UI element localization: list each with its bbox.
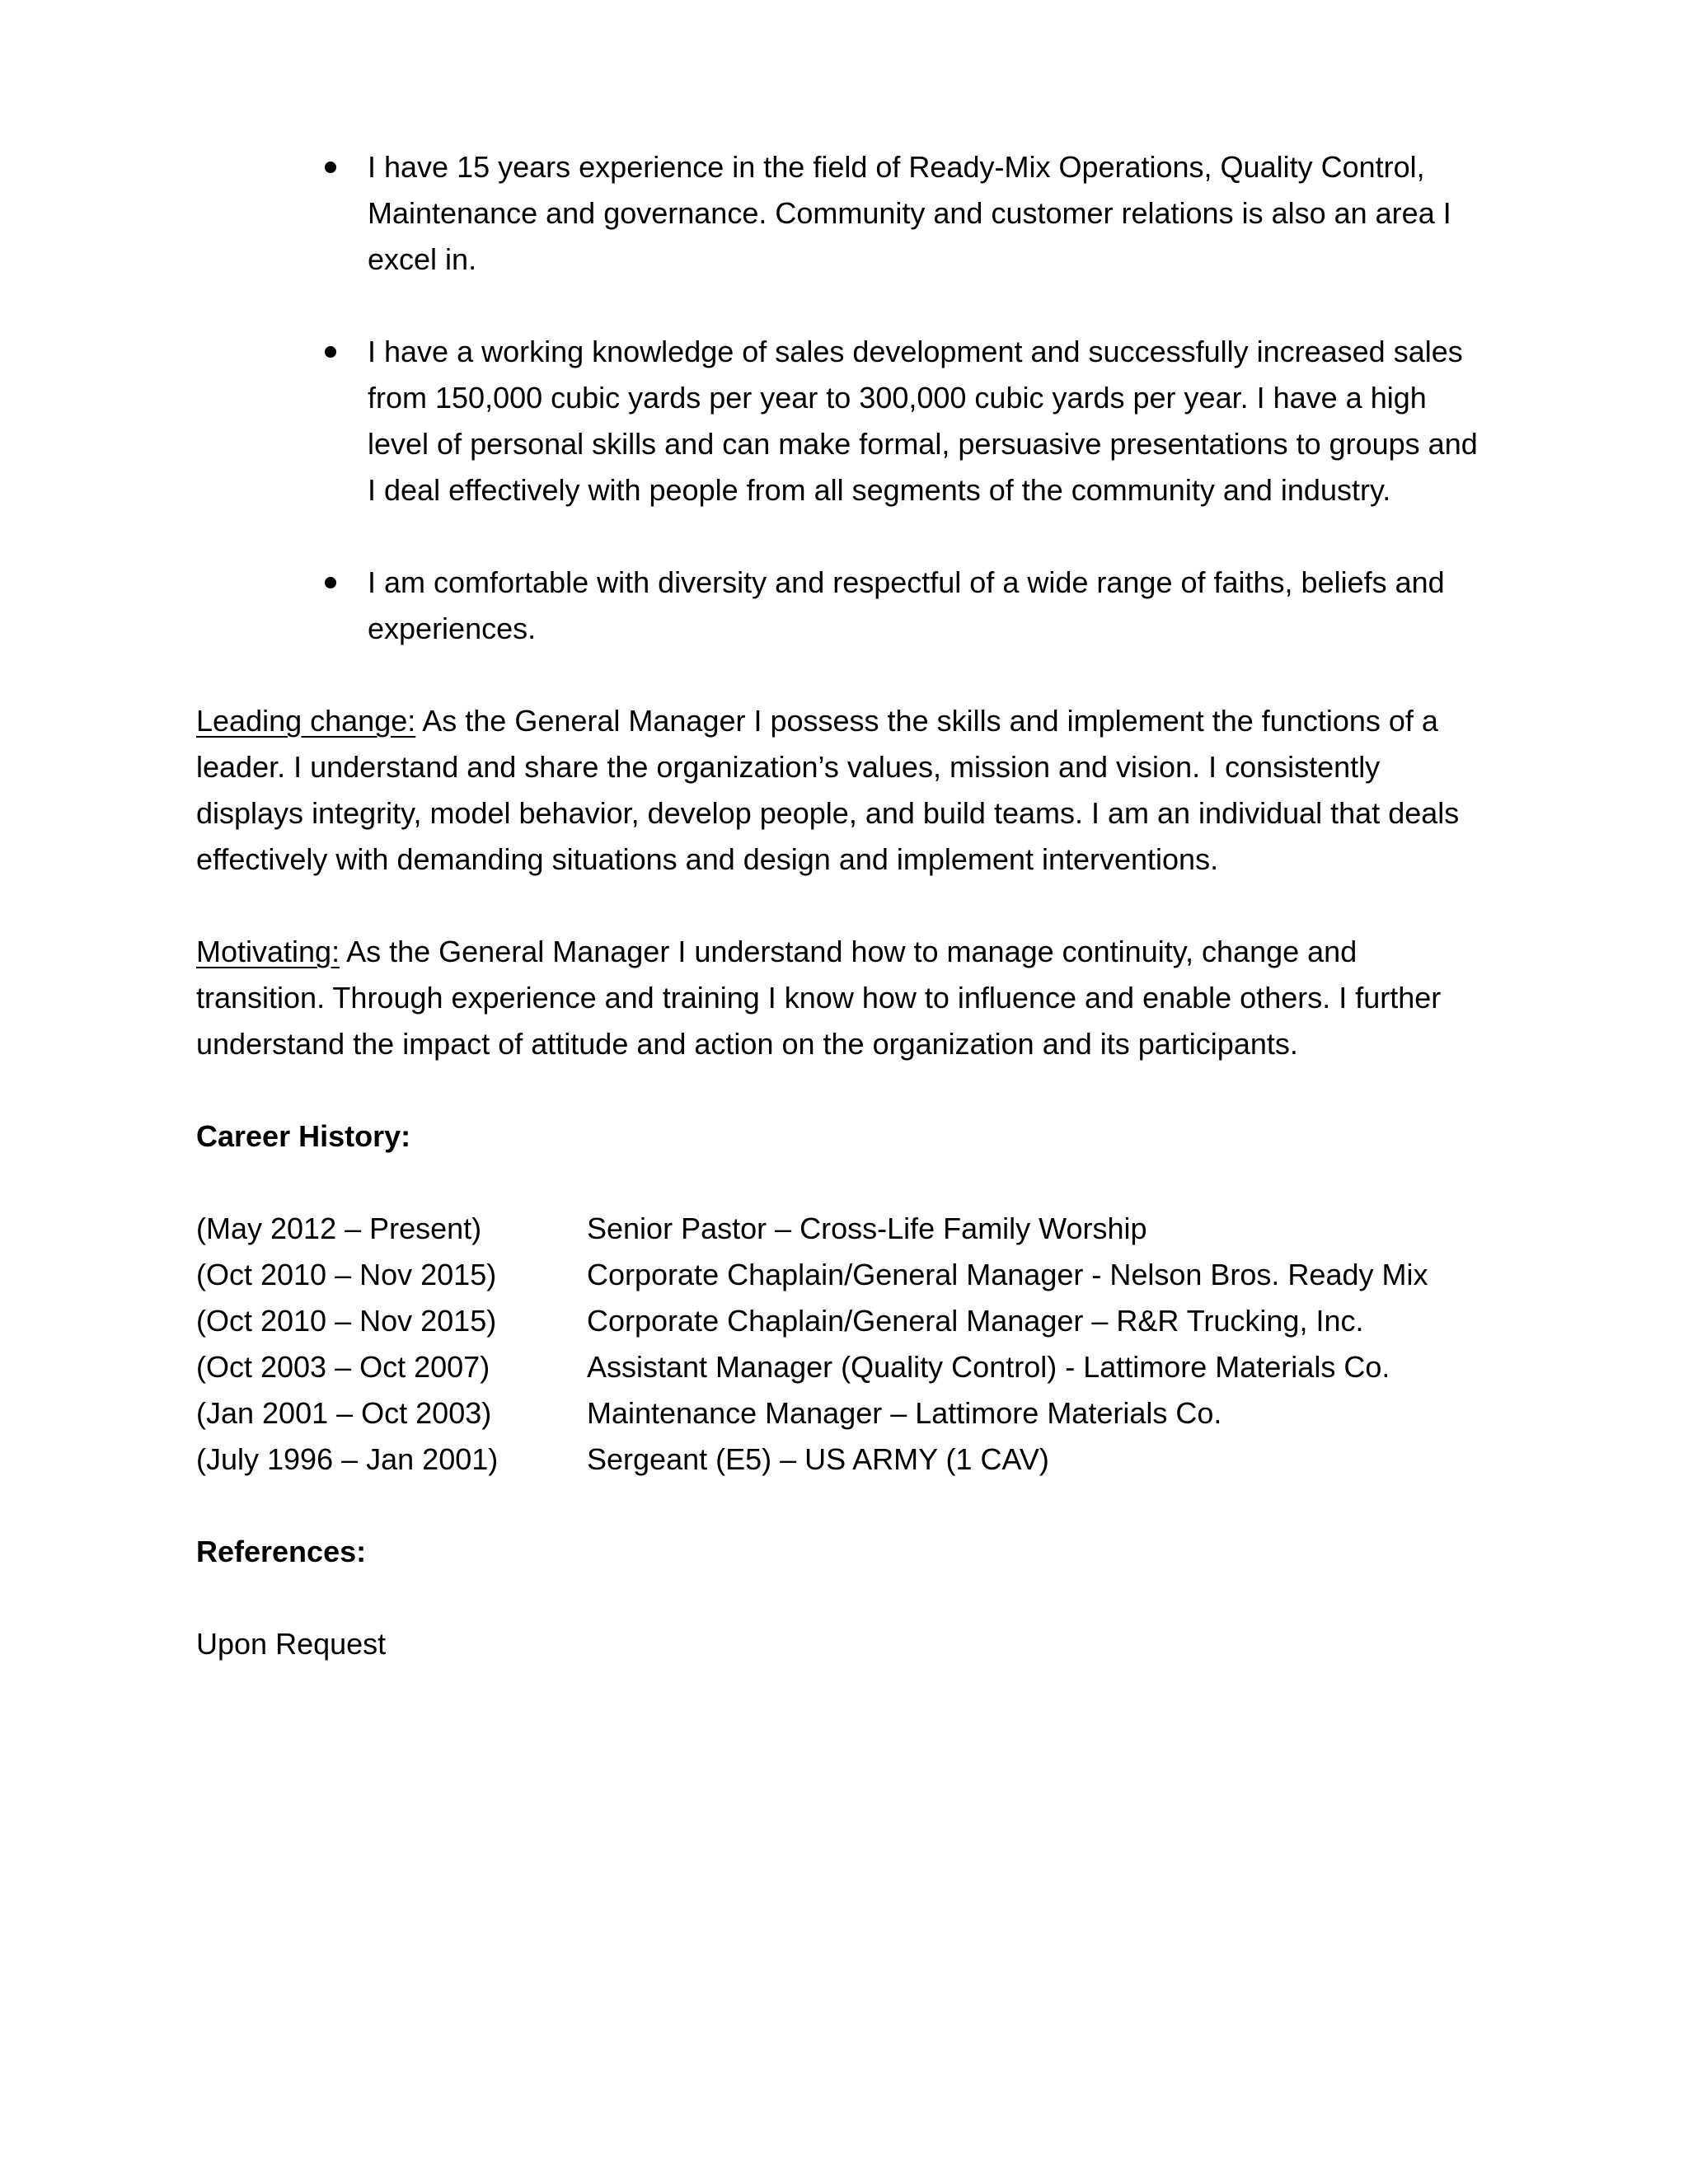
career-history-row xyxy=(196,1390,1482,1436)
leading-change-paragraph xyxy=(196,698,1482,883)
motivating-text: As the General Manager I understand how to manage continuity, change and transition. Through experience and training I know how to influence and enable others. I further understand the impact of attitude and action on the organization and its participants. xyxy=(196,935,1442,1061)
career-dates: (July 1996 – Jan 2001) xyxy=(196,1442,499,1476)
career-history-row xyxy=(196,1344,1482,1390)
bullet-icon xyxy=(325,577,336,588)
summary-bullet-item xyxy=(368,329,1482,513)
career-role: Sergeant (E5) – US ARMY (1 CAV) xyxy=(587,1442,1049,1476)
summary-bullet-item xyxy=(368,560,1482,652)
bullet-text: I have 15 years experience in the field of Ready-Mix Operations, Quality Control, Maintenance and governance. Community and customer relations is also an area I excel in. xyxy=(368,150,1451,276)
career-role: Corporate Chaplain/General Manager – R&R Trucking, Inc. xyxy=(587,1304,1364,1338)
motivating-label: Motivating: xyxy=(196,935,340,968)
career-role: Corporate Chaplain/General Manager - Nelson Bros. Ready Mix xyxy=(587,1258,1428,1291)
career-role: Senior Pastor – Cross-Life Family Worship xyxy=(587,1212,1147,1245)
bullet-icon xyxy=(325,162,336,173)
bullet-text: I have a working knowledge of sales development and successfully increased sales from 150,000 cubic yards per year to 300,000 cubic yards per year. I have a high level of personal skills and can make formal, persuasive presentations to groups and I deal effectively with people from all segments of the community and industry. xyxy=(368,335,1478,507)
career-role: Maintenance Manager – Lattimore Materials Co. xyxy=(587,1396,1222,1430)
leading-change-text: As the General Manager I possess the skills and implement the functions of a leader. I understand and share the organization’s values, mission and vision. I consistently displays integrity, model behavior, develop people, and build teams. I am an individual that deals effectively with demanding situations and design and implement interventions. xyxy=(196,704,1460,876)
career-dates: (Jan 2001 – Oct 2003) xyxy=(196,1396,492,1430)
summary-bullet-list xyxy=(196,144,1482,652)
career-dates: (Oct 2010 – Nov 2015) xyxy=(196,1304,497,1338)
motivating-paragraph xyxy=(196,929,1482,1067)
career-role: Assistant Manager (Quality Control) - Lattimore Materials Co. xyxy=(587,1350,1390,1384)
career-history-heading: Career History: xyxy=(196,1119,411,1153)
career-history-row xyxy=(196,1436,1482,1483)
bullet-icon xyxy=(325,346,336,358)
bullet-text: I am comfortable with diversity and respectful of a wide range of faiths, beliefs and experiences. xyxy=(368,565,1445,645)
career-history-row xyxy=(196,1252,1482,1298)
references-heading: References: xyxy=(196,1535,367,1568)
career-history-row xyxy=(196,1298,1482,1344)
summary-bullet-item xyxy=(368,144,1482,283)
career-dates: (Oct 2010 – Nov 2015) xyxy=(196,1258,497,1291)
career-dates: (Oct 2003 – Oct 2007) xyxy=(196,1350,490,1384)
page-content xyxy=(196,144,1482,1713)
references-text: Upon Request xyxy=(196,1627,387,1661)
career-dates: (May 2012 – Present) xyxy=(196,1212,482,1245)
career-history-list xyxy=(196,1206,1482,1483)
career-history-row xyxy=(196,1206,1482,1252)
leading-change-label: Leading change: xyxy=(196,704,416,738)
